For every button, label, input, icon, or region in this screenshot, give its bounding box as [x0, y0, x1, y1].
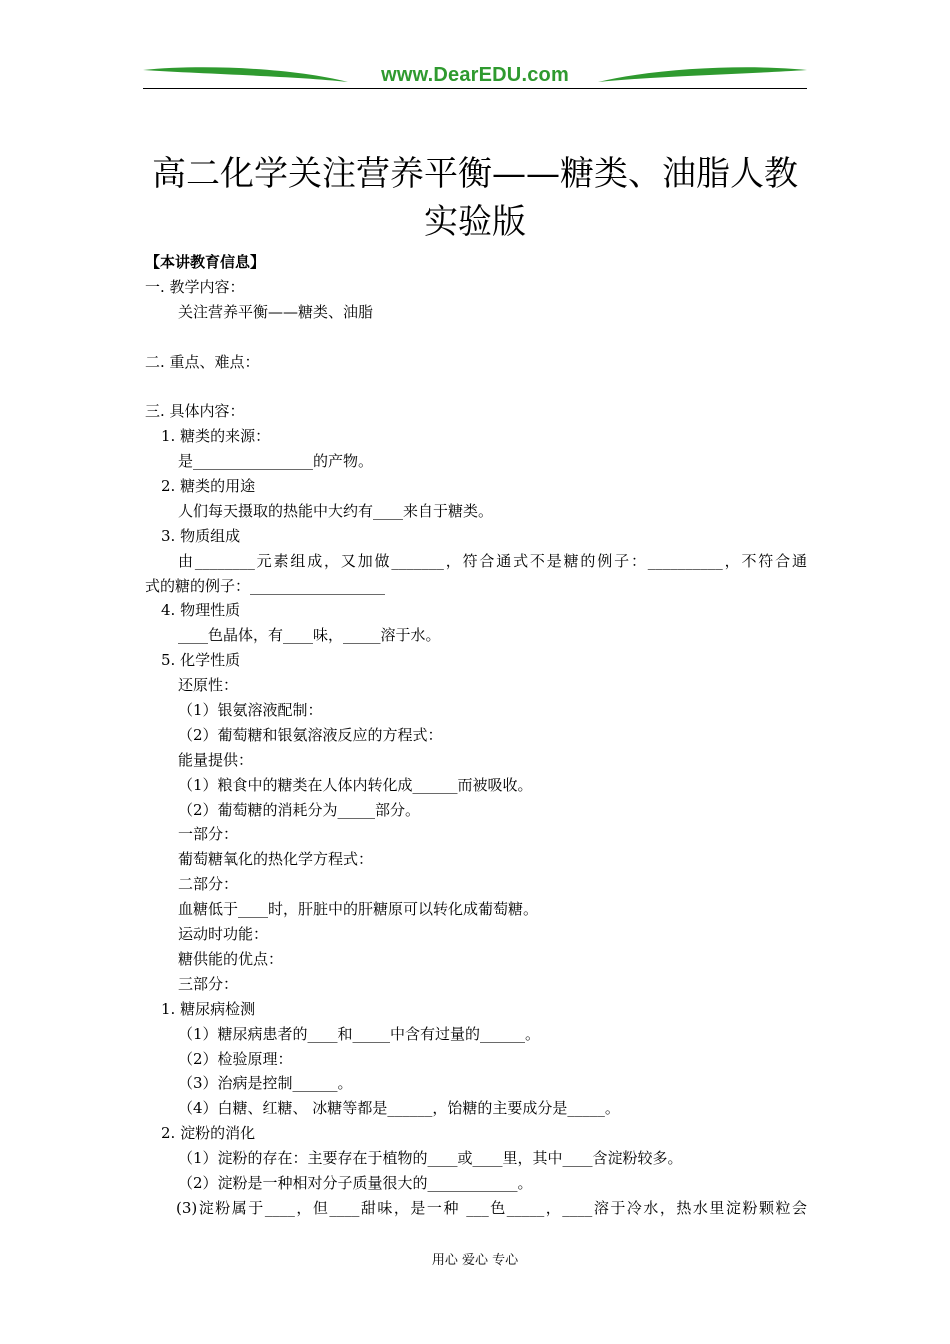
text-line: 1. 糖类的来源：: [161, 427, 271, 446]
text-line: （1）糖尿病患者的____和_____中含有过量的______。: [178, 1024, 541, 1043]
text-line: 一部分：: [178, 825, 239, 844]
header-rule: [143, 88, 807, 89]
text-line: 葡萄糖氧化的热化学方程式：: [178, 850, 374, 869]
text-line: 式的糖的例子：__________________: [145, 576, 386, 595]
text-line: 2. 淀粉的消化: [161, 1124, 256, 1143]
text-line: 关注营养平衡——糖类、油脂: [178, 302, 374, 321]
text-line: （2）检验原理：: [178, 1049, 293, 1068]
text-line: 还原性：: [178, 676, 239, 695]
text-line: 由________元素组成，又加做_______，符合通式不是糖的例子：__________，不符合通: [178, 551, 807, 570]
page-footer: 用心 爱心 专心: [431, 1253, 519, 1268]
text-line: 1. 糖尿病检测: [161, 999, 256, 1018]
text-line: [145, 325, 807, 350]
text-line: (3)淀粉属于____，但____甜味，是一种 ___色_____，____溶于冷水，热水里淀粉颗粒会: [176, 1198, 807, 1217]
text-line: 糖供能的优点：: [178, 949, 284, 968]
text-line: 二. 重点、难点：: [145, 352, 260, 371]
text-line: （4）白糖、红糖、 冰糖等都是______，饴糖的主要成分是_____。: [178, 1099, 620, 1118]
text-line: （2）葡萄糖和银氨溶液反应的方程式：: [178, 725, 443, 744]
text-line: 是________________的产物。: [178, 452, 374, 471]
text-line: 【本讲教育信息】: [145, 253, 266, 271]
text-line: 一. 教学内容：: [145, 277, 245, 296]
text-line: （3）治病是控制______。: [178, 1074, 353, 1093]
text-line: ____色晶体，有____味，_____溶于水。: [178, 626, 441, 645]
document-body: [145, 250, 807, 1221]
text-line: 三部分：: [178, 974, 239, 993]
text-line: （2）葡萄糖的消耗分为_____部分。: [178, 800, 421, 819]
text-line: 人们每天摄取的热能中大约有____来自于糖类。: [178, 501, 494, 520]
text-line: （1）银氨溶液配制：: [178, 701, 323, 720]
text-line: 5. 化学性质: [161, 651, 241, 670]
title-line-1: 高二化学关注营养平衡——糖类、油脂人教: [152, 154, 798, 194]
text-line: 运动时功能：: [178, 925, 269, 944]
text-line: [145, 374, 807, 399]
title-line-2: 实验版: [424, 202, 526, 242]
page-title: [143, 150, 807, 246]
text-line: 4. 物理性质: [161, 601, 241, 620]
text-line: 能量提供：: [178, 750, 254, 769]
text-line: 3. 物质组成: [161, 526, 241, 545]
site-logo-text[interactable]: www.DearEDU.com: [381, 64, 569, 86]
text-line: （1）粮食中的糖类在人体内转化成______而被吸收。: [178, 775, 533, 794]
text-line: （1）淀粉的存在：主要存在于植物的____或____里，其中____含淀粉较多。: [178, 1149, 683, 1168]
text-line: 2. 糖类的用途: [161, 477, 256, 496]
text-line: 二部分：: [178, 875, 239, 894]
text-line: 三. 具体内容：: [145, 402, 245, 421]
text-line: （2）淀粉是一种相对分子质量很大的____________。: [178, 1173, 533, 1192]
text-line: 血糖低于____时，肝脏中的肝糖原可以转化成葡萄糖。: [178, 900, 539, 919]
